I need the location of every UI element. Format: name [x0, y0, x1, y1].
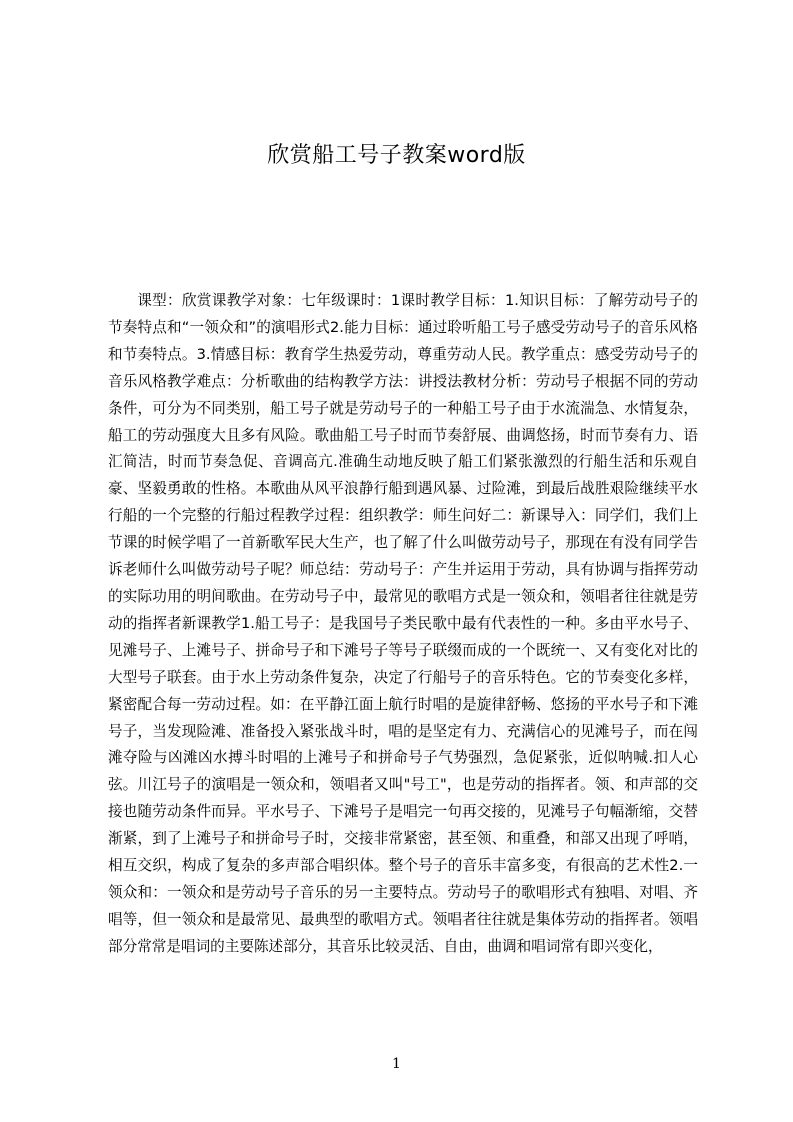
page-number: 1: [392, 1056, 401, 1072]
document-body-paragraph: 课型：欣赏课教学对象：七年级课时：1课时教学目标：1.知识目标：了解劳动号子的节奏特点和“一领众和”的演唱形式2.能力目标：通过聆听船工号子感受劳动号子的音乐风格和节奏特点。3.情感目标：教育学生热爱劳动，尊重劳动人民。教学重点：感受劳动号子的音乐风格教学难点：分析歌曲的结构教学方法：讲授法教材分析：劳动号子根据不同的劳动条件，可分为不同类别，船工号子就是劳动号子的一种船工号子由于水流湍急、水情复杂，船工的劳动强度大且多有风险。歌曲船工号子时而节奏舒展、曲调悠扬，时而节奏有力、语汇简洁，时而节奏急促、音调高亢.准确生动地反映了船工们紧张激烈的行船生活和乐观自豪、坚毅勇敢的性格。本歌曲从风平浪静行船到遇风暴、过险滩，到最后战胜艰险继续平水行船的一个完整的行船过程教学过程：组织教学：师生问好二：新课导入：同学们，我们上节课的时候学唱了一首新歌军民大生产，也了解了什么叫做劳动号子，那现在有没有同学告诉老师什么叫做劳动号子呢？师总结：劳动号子：产生并运用于劳动，具有协调与指挥劳动的实际功用的明间歌曲。在劳动号子中，最常见的歌唱方式是一领众和，领唱者往往就是劳动的指挥者新课教学1.船工号子：是我国号子类民歌中最有代表性的一种。多由平水号子、见滩号子、上滩号子、拼命号子和下滩号子等号子联缀而成的一个既统一、又有变化对比的大型号子联套。由于水上劳动条件复杂，决定了行船号子的音乐特色。它的节奏变化多样，紧密配合每一劳动过程。如：在平静江面上航行时唱的是旋律舒畅、悠扬的平水号子和下滩号子，当发现险滩、准备投入紧张战斗时，唱的是坚定有力、充满信心的见滩号子，而在闯滩夺险与凶滩凶水搏斗时唱的上滩号子和拼命号子气势强烈，急促紧张，近似呐喊.扣人心弦。川江号子的演唱是一领众和，领唱者又叫"号工"，也是劳动的指挥者。领、和声部的交接也随劳动条件而异。平水号子、下滩号子是唱完一句再交接的，见滩号子句幅渐缩，交替渐紧，到了上滩号子和拼命号子时，交接非常紧密，甚至领、和重叠，和部又出现了呼哨，相互交织，构成了复杂的多声部合唱织体。整个号子的音乐丰富多变，有很高的艺术性2.一领众和：一领众和是劳动号子音乐的另一主要特点。劳动号子的歌唱形式有独唱、对唱、齐唱等，但一领众和是最常见、最典型的歌唱方式。领唱者往往就是集体劳动的指挥者。领唱部分常常是唱词的主要陈述部分，其音乐比较灵活、自由，曲调和唱词常有即兴变化，: [108, 292, 698, 955]
document-title: 欣赏船工号子教案word版: [267, 143, 526, 168]
